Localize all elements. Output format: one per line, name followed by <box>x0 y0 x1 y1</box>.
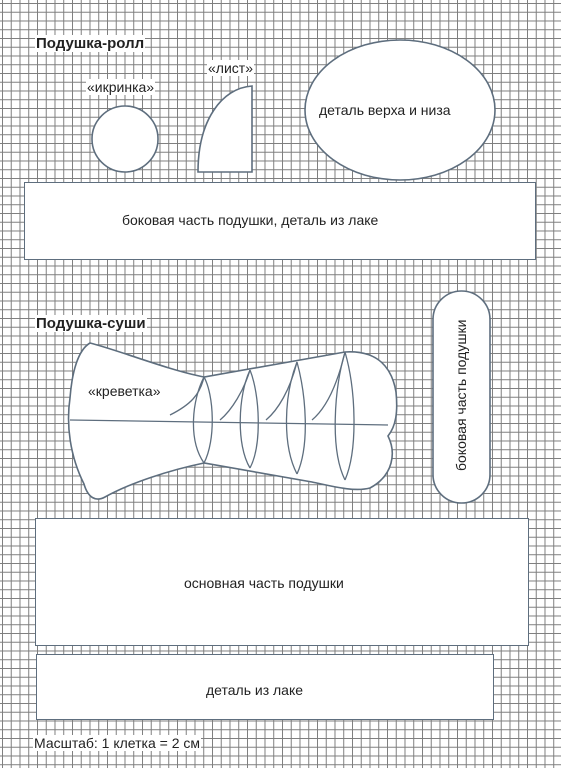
sushi-main-label: основная часть подушки <box>184 575 344 591</box>
top-bottom-label: деталь верха и низа <box>319 102 451 118</box>
leaf-shape <box>198 86 252 172</box>
leaf-label: «лист» <box>208 60 253 76</box>
scale-note: Масштаб: 1 клетка = 2 см <box>34 735 201 751</box>
roll-side-label: боковая часть подушки, деталь из лаке <box>122 212 379 228</box>
ikrinka-circle <box>92 106 158 172</box>
ikrinka-label: «икринка» <box>87 79 155 95</box>
roll-title: Подушка-ролл <box>36 35 145 52</box>
shrimp-label: «креветка» <box>88 383 161 399</box>
sushi-side-label: боковая часть подушки <box>453 319 469 471</box>
sushi-title: Подушка-суши <box>36 315 146 332</box>
sushi-lake-label: деталь из лаке <box>206 682 304 698</box>
